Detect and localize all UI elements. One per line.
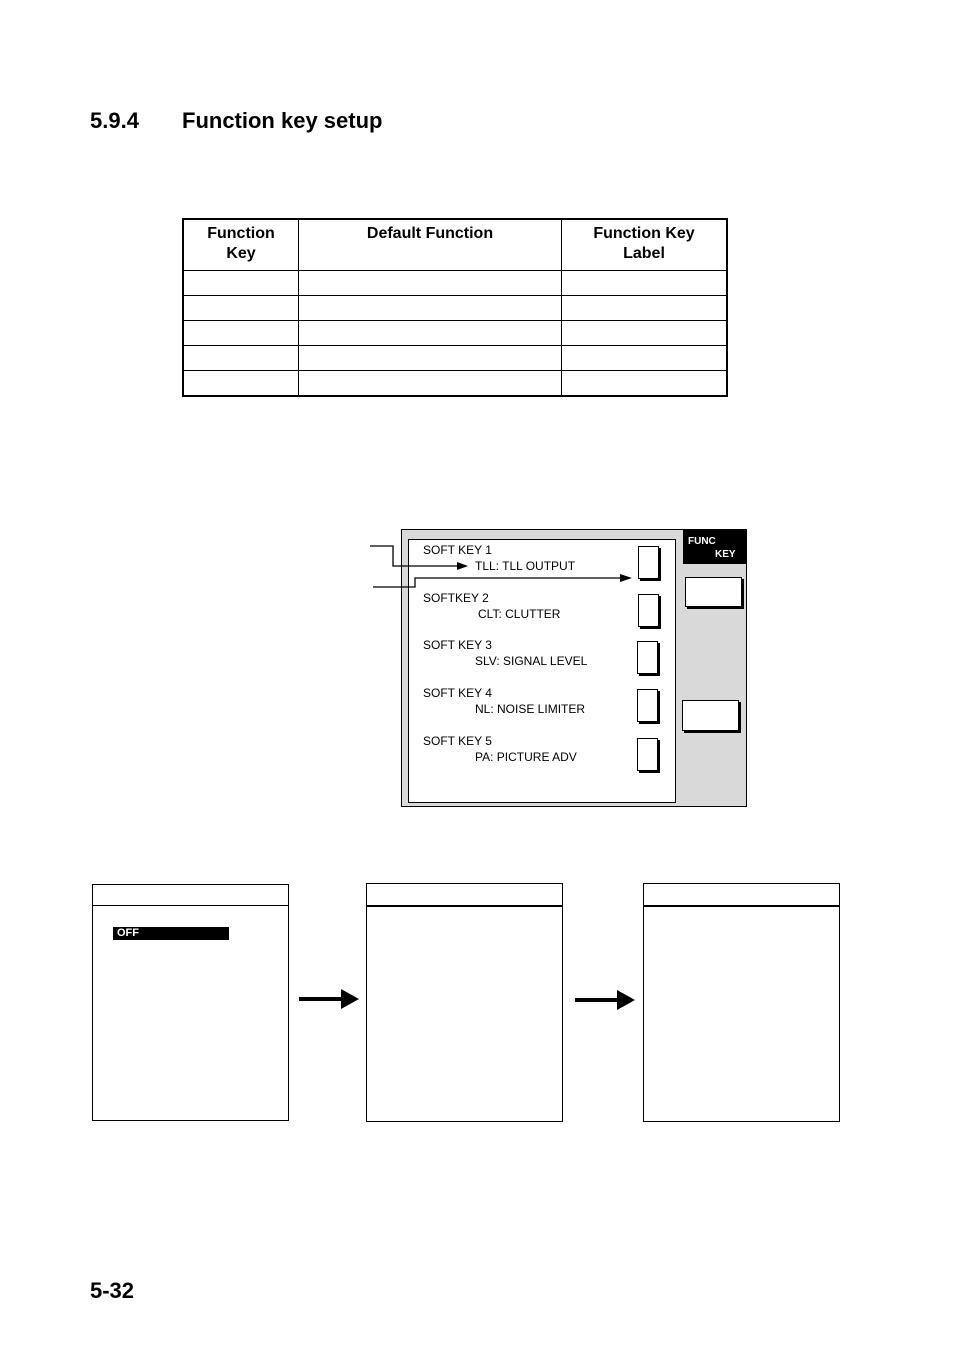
table-header-default-function: Default Function [299,219,562,271]
table-header-function-key: Function Key [183,219,299,271]
menu-title-bar [367,884,562,907]
section-title: Function key setup [182,108,383,133]
func-key-label: FUNC KEY [683,530,746,564]
softkey-2-title: SOFTKEY 2 [423,591,489,605]
selected-option-off[interactable]: OFF [113,927,229,940]
table-header-function-key-label: Function Key Label [562,219,728,271]
softkey-5-function: PA: PICTURE ADV [475,750,577,764]
softkey-2-function: CLT: CLUTTER [478,607,561,621]
section-number: 5.9.4 [90,108,139,133]
menu-box-2 [366,883,563,1122]
softkey-5-title: SOFT KEY 5 [423,734,492,748]
right-arrow-icon [341,989,359,1009]
softkey-4-function: NL: NOISE LIMITER [475,702,586,716]
menu-title-bar [644,884,839,907]
right-arrow-icon [617,990,635,1010]
menu-box-1 [92,884,289,1121]
page-number: 5-32 [90,1278,135,1303]
softkey-1-function: TLL: TLL OUTPUT [475,559,576,573]
menu-box-3 [643,883,840,1122]
arrow-head-icon [457,562,468,570]
softkey-3-title: SOFT KEY 3 [423,638,492,652]
softkey-4-title: SOFT KEY 4 [423,686,492,700]
softkey-3-function: SLV: SIGNAL LEVEL [475,654,588,668]
arrow-head-icon [620,574,632,582]
softkey-1-title: SOFT KEY 1 [423,543,492,557]
menu-title-bar [93,885,288,906]
